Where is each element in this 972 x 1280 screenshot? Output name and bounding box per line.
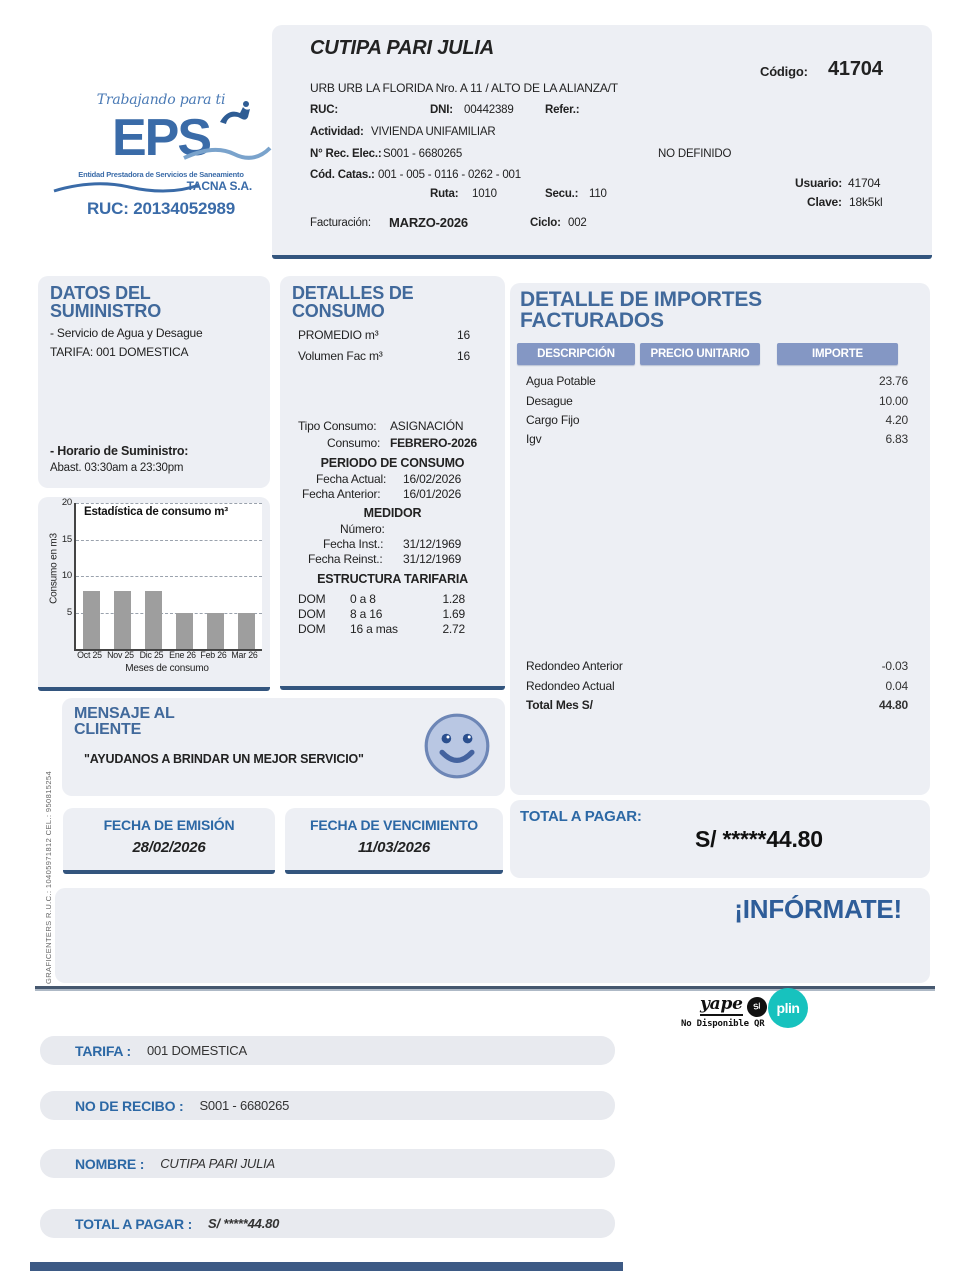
detalles-title: DETALLES DE CONSUMO [292, 283, 414, 322]
importe-row-desc: Cargo Fijo [526, 413, 580, 427]
tarifa-row-precio: 1.28 [442, 592, 465, 606]
redondeo-actual-label: Redondeo Actual [526, 679, 615, 693]
bottom-accent-bar [30, 1262, 623, 1271]
clave-value: 18k5kl [849, 195, 883, 209]
ruta-value: 1010 [472, 188, 497, 200]
chart-gridline [76, 540, 262, 541]
usuario-value: 41704 [848, 176, 881, 190]
chart-bar [114, 591, 131, 649]
chart-bar [145, 591, 162, 649]
tarifa-row-tipo: DOM [298, 592, 326, 606]
chart-y-tick: 15 [61, 533, 72, 545]
chart-y-axis-label: Consumo en m3 [48, 533, 60, 604]
fecha-anterior-value: 16/01/2026 [403, 487, 462, 501]
datos-suministro-card [38, 276, 270, 488]
promedio-value: 16 [457, 328, 470, 342]
tarifa-row-tipo: DOM [298, 622, 326, 636]
refer-label: Refer.: [545, 104, 580, 116]
chart-bar [238, 613, 255, 650]
chart-x-tick: Nov 25 [107, 650, 134, 660]
datos-title: DATOS DEL SUMINISTRO [50, 283, 162, 322]
company-logo [42, 92, 280, 219]
redondeo-anterior-value: -0.03 [881, 659, 908, 673]
summary-value: S001 - 6680265 [199, 1098, 290, 1113]
chart-bar [207, 613, 224, 650]
fecha-anterior-label: Fecha Anterior: [302, 487, 381, 501]
summary-label: NO DE RECIBO : [75, 1097, 184, 1114]
footer-separator [35, 986, 935, 989]
chart-title: Estadística de consumo m³ [84, 506, 228, 518]
river-swoosh-icon [182, 142, 272, 164]
summary-value: CUTIPA PARI JULIA [160, 1156, 276, 1171]
summary-row-nombre [40, 1149, 615, 1178]
total-pagar-value: S/ *****44.80 [695, 826, 823, 852]
tarifa-row-rango: 16 a mas [350, 622, 398, 636]
consumo-label: Consumo: [327, 436, 381, 450]
dni-label: DNI: [430, 104, 453, 116]
plin-logo: plin [768, 988, 808, 1028]
informate-card [55, 888, 930, 983]
chart-x-tick: Mar 26 [231, 650, 258, 660]
chart-gridline [76, 613, 262, 614]
smiley-icon [423, 712, 491, 780]
fecha-vencimiento-value: 11/03/2026 [358, 839, 430, 856]
redondeo-anterior-label: Redondeo Anterior [526, 659, 623, 673]
importe-row-amount: 4.20 [885, 413, 908, 427]
mensaje-texto: "AYUDANOS A BRINDAR UN MEJOR SERVICIO" [84, 752, 364, 766]
eps-logo-text: EPS [111, 109, 211, 167]
chart-x-axis-label: Meses de consumo [125, 663, 209, 674]
importe-row-desc: Agua Potable [526, 374, 596, 388]
chart-bar [176, 613, 193, 650]
usuario-label: Usuario: [795, 176, 843, 190]
customer-name: CUTIPA PARI JULIA [310, 37, 495, 59]
codigo-value: 41704 [828, 58, 883, 80]
fecha-emision-value: 28/02/2026 [132, 839, 206, 856]
tarifa-line: TARIFA: 001 DOMESTICA [50, 345, 189, 359]
total-mes-value: 44.80 [878, 698, 908, 712]
fecha-vencimiento-label: FECHA DE VENCIMIENTO [310, 817, 478, 833]
volumen-label: Volumen Fac m³ [298, 349, 383, 363]
company-subtitle: Entidad Prestadora de Servicios de Saneamiento [78, 170, 244, 179]
importe-row-desc: Desague [526, 394, 573, 408]
chart-gridline [76, 576, 262, 577]
tipo-consumo-label: Tipo Consumo: [298, 419, 377, 433]
tarifa-row-tipo: DOM [298, 607, 326, 621]
dni-value: 00442389 [464, 104, 514, 116]
fecha-emision-card [63, 808, 275, 874]
tarifa-row-precio: 1.69 [442, 607, 465, 621]
chart-gridline [76, 503, 262, 504]
consumo-value: FEBRERO-2026 [390, 436, 477, 450]
importe-row-desc: Igv [526, 432, 542, 446]
ciclo-value: 002 [568, 217, 587, 229]
summary-label: TOTAL A PAGAR : [75, 1215, 193, 1232]
company-name: TACNA S.A. [186, 179, 252, 193]
col-header-importe: IMPORTE [777, 343, 898, 365]
yape-logo-text: yape [700, 994, 743, 1014]
header-card [272, 25, 932, 259]
fecha-vencimiento-card [285, 808, 503, 874]
fecha-inst-value: 31/12/1969 [403, 537, 462, 551]
summary-label: NOMBRE : [75, 1155, 145, 1172]
fecha-emision-label: FECHA DE EMISIÓN [103, 817, 235, 833]
tarifa-row-rango: 8 a 16 [350, 607, 383, 621]
catas-label: Cód. Catas.: [310, 169, 375, 181]
secu-label: Secu.: [545, 188, 579, 200]
tacna-row [42, 179, 280, 195]
summary-label: TARIFA : [75, 1042, 131, 1059]
detalles-consumo-card [280, 276, 505, 690]
summary-value: 001 DOMESTICA [146, 1043, 247, 1058]
fecha-actual-value: 16/02/2026 [403, 472, 462, 486]
company-slogan: Trabajando para ti [96, 92, 226, 108]
summary-row-recibo [40, 1091, 615, 1120]
chart-x-tick: Oct 25 [77, 650, 102, 660]
eps-logo [42, 108, 280, 172]
facturacion-value: MARZO-2026 [389, 215, 468, 230]
informate-text: ¡INFÓRMATE! [734, 894, 902, 924]
horario-label: - Horario de Suministro: [50, 444, 189, 458]
rec-elec-value: S001 - 6680265 [383, 148, 463, 160]
importes-title: DETALLE DE IMPORTES FACTURADOS [520, 288, 762, 333]
catas-value: 001 - 005 - 0116 - 0262 - 001 [378, 169, 521, 181]
tarifa-row-rango: 0 a 8 [350, 592, 376, 606]
company-ruc: RUC: 20134052989 [86, 199, 235, 218]
yape-badge-icon: S/ [745, 995, 769, 1019]
clave-label: Clave: [807, 195, 842, 209]
chart-x-tick: Dic 25 [139, 650, 164, 660]
redondeo-actual-value: 0.04 [885, 679, 908, 693]
chart-y-tick: 10 [61, 570, 72, 581]
chart-y-tick: 20 [61, 497, 72, 508]
facturacion-label: Facturación: [310, 217, 371, 229]
actividad-label: Actividad: [310, 126, 364, 138]
periodo-title: PERIODO DE CONSUMO [320, 456, 465, 470]
chart-plot [61, 497, 262, 651]
summary-row-tarifa [40, 1036, 615, 1065]
col-header-precio-unitario: PRECIO UNITARIO [640, 343, 760, 365]
estructura-title: ESTRUCTURA TARIFARIA [317, 572, 468, 586]
col-header-descripcion: DESCRIPCIÓN [517, 343, 635, 365]
promedio-label: PROMEDIO m³ [298, 328, 379, 342]
chart-x-labels [74, 650, 260, 662]
tarifa-row-precio: 2.72 [442, 622, 465, 636]
rec-elec-label: N° Rec. Elec.: [310, 148, 382, 160]
chart-x-tick: Ene 26 [169, 650, 196, 660]
secu-value: 110 [589, 188, 607, 200]
medidor-title: MEDIDOR [363, 506, 422, 520]
tipo-consumo-value: ASIGNACIÓN [390, 419, 464, 433]
ciclo-label: Ciclo: [530, 217, 561, 229]
faucet-icon [200, 100, 260, 124]
fecha-reinst-label: Fecha Reinst.: [308, 552, 383, 566]
ruta-label: Ruta: [430, 188, 459, 200]
total-pagar-card [510, 800, 930, 878]
total-pagar-label: TOTAL A PAGAR: [520, 808, 642, 825]
codigo-label: Código: [760, 64, 808, 79]
chart-bar [83, 591, 100, 649]
qr-note: No Disponible QR [681, 1019, 765, 1029]
summary-row-total [40, 1209, 615, 1238]
mensaje-title: MENSAJE AL CLIENTE [74, 705, 175, 739]
mensaje-card [62, 698, 505, 796]
consumo-chart-card [38, 497, 270, 691]
wave-icon [52, 181, 202, 195]
fecha-reinst-value: 31/12/1969 [403, 552, 462, 566]
importes-card [510, 283, 930, 795]
numero-label: Número: [340, 522, 385, 536]
horario-value: Abast. 03:30am a 23:30pm [50, 462, 184, 474]
importe-row-amount: 23.76 [878, 374, 908, 388]
importe-row-amount: 6.83 [885, 432, 908, 446]
servicio-line: - Servicio de Agua y Desague [50, 326, 203, 340]
chart-y-tick: 5 [66, 606, 72, 618]
fecha-inst-label: Fecha Inst.: [323, 537, 384, 551]
total-mes-label: Total Mes S/ [526, 698, 593, 712]
importe-row-amount: 10.00 [878, 394, 908, 408]
actividad-value: VIVIENDA UNIFAMILIAR [371, 126, 496, 138]
address: URB URB LA FLORIDA Nro. A 11 / ALTO DE LA ALIANZA/T [310, 81, 618, 95]
summary-value: S/ *****44.80 [208, 1216, 280, 1231]
no-definido: NO DEFINIDO [658, 148, 732, 160]
volumen-value: 16 [457, 349, 470, 363]
yape-logo [700, 994, 767, 1017]
ruc-label: RUC: [310, 104, 338, 116]
chart-x-tick: Feb 26 [200, 650, 227, 660]
print-credit: GRAFICENTERS R.U.C.: 10405971812 CEL.: 950815254 [44, 770, 53, 984]
fecha-actual-label: Fecha Actual: [316, 472, 387, 486]
